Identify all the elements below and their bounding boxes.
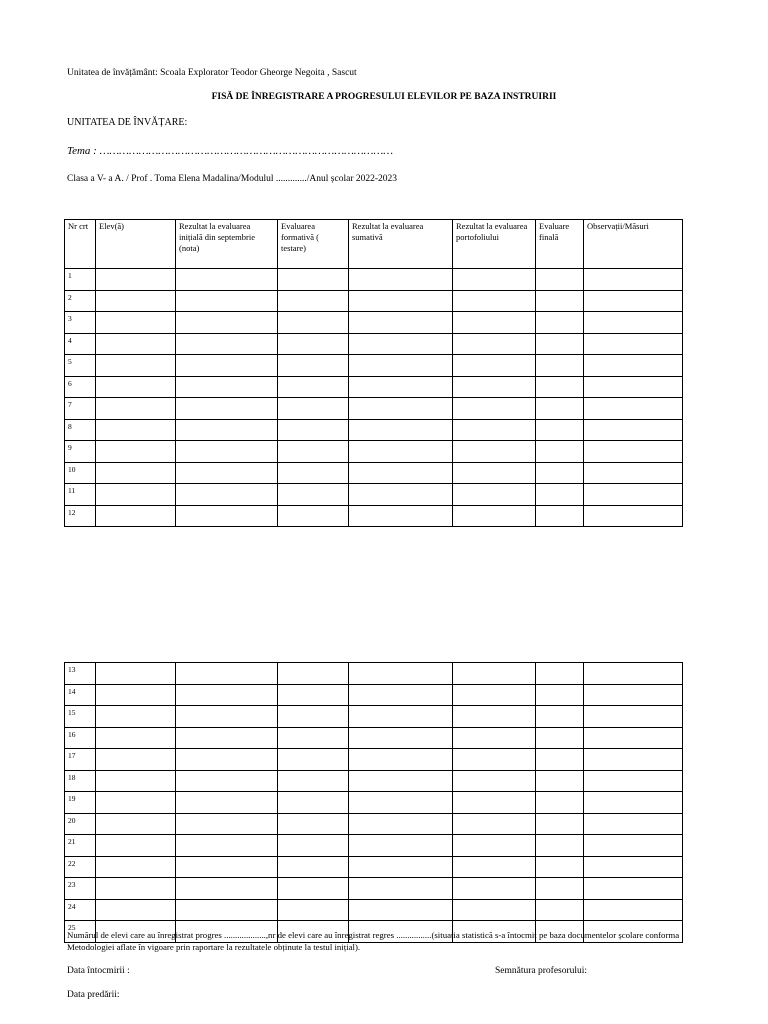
row-number: 9 — [65, 441, 96, 463]
empty-cell — [584, 749, 683, 771]
empty-cell — [349, 505, 453, 527]
table-header-row — [65, 220, 683, 269]
empty-cell — [584, 398, 683, 420]
empty-cell — [584, 505, 683, 527]
empty-cell — [96, 376, 176, 398]
empty-cell — [176, 333, 278, 355]
empty-cell — [176, 419, 278, 441]
empty-cell — [584, 419, 683, 441]
empty-cell — [584, 355, 683, 377]
row-number: 12 — [65, 505, 96, 527]
empty-cell — [453, 290, 536, 312]
empty-cell — [349, 484, 453, 506]
empty-cell — [349, 749, 453, 771]
table-row — [65, 749, 683, 771]
row-number: 16 — [65, 727, 96, 749]
empty-cell — [176, 749, 278, 771]
empty-cell — [176, 792, 278, 814]
empty-cell — [278, 441, 349, 463]
table-row — [65, 792, 683, 814]
empty-cell — [536, 290, 584, 312]
progress-table-part1 — [64, 219, 683, 527]
empty-cell — [176, 835, 278, 857]
empty-cell — [349, 727, 453, 749]
empty-cell — [453, 441, 536, 463]
empty-cell — [536, 813, 584, 835]
theme-line: Tema : ……………………………………………………………………………… — [67, 145, 394, 157]
empty-cell — [96, 684, 176, 706]
empty-cell — [176, 376, 278, 398]
empty-cell — [453, 376, 536, 398]
table-row — [65, 290, 683, 312]
table-row — [65, 312, 683, 334]
header-formative-eval: Evaluarea formativă ( testare) — [278, 220, 349, 269]
empty-cell — [278, 312, 349, 334]
row-number: 5 — [65, 355, 96, 377]
empty-cell — [96, 792, 176, 814]
empty-cell — [453, 663, 536, 685]
empty-cell — [278, 813, 349, 835]
empty-cell — [176, 770, 278, 792]
empty-cell — [453, 749, 536, 771]
empty-cell — [584, 441, 683, 463]
empty-cell — [584, 376, 683, 398]
empty-cell — [349, 312, 453, 334]
empty-cell — [96, 663, 176, 685]
row-number: 23 — [65, 878, 96, 900]
table-row — [65, 269, 683, 291]
header-nr-crt: Nr crt — [65, 220, 96, 269]
empty-cell — [176, 398, 278, 420]
empty-cell — [278, 269, 349, 291]
empty-cell — [536, 878, 584, 900]
empty-cell — [453, 770, 536, 792]
row-number: 24 — [65, 899, 96, 921]
empty-cell — [584, 269, 683, 291]
table-row — [65, 663, 683, 685]
header-initial-eval: Rezultat la evaluarea inițială din septembrie (nota) — [176, 220, 278, 269]
empty-cell — [584, 792, 683, 814]
empty-cell — [278, 355, 349, 377]
empty-cell — [536, 419, 584, 441]
empty-cell — [453, 706, 536, 728]
table-row — [65, 462, 683, 484]
empty-cell — [536, 727, 584, 749]
empty-cell — [176, 813, 278, 835]
empty-cell — [96, 878, 176, 900]
table-row — [65, 398, 683, 420]
table-row — [65, 856, 683, 878]
empty-cell — [349, 663, 453, 685]
empty-cell — [349, 269, 453, 291]
empty-cell — [278, 484, 349, 506]
empty-cell — [453, 878, 536, 900]
empty-cell — [536, 663, 584, 685]
table-row — [65, 505, 683, 527]
empty-cell — [536, 462, 584, 484]
empty-cell — [349, 792, 453, 814]
empty-cell — [536, 899, 584, 921]
table-row — [65, 441, 683, 463]
empty-cell — [453, 813, 536, 835]
empty-cell — [453, 484, 536, 506]
empty-cell — [453, 269, 536, 291]
empty-cell — [536, 398, 584, 420]
empty-cell — [453, 462, 536, 484]
empty-cell — [536, 312, 584, 334]
empty-cell — [278, 706, 349, 728]
empty-cell — [584, 835, 683, 857]
empty-cell — [536, 269, 584, 291]
class-info-line: Clasa a V- a A. / Prof . Toma Elena Madalina/Modulul ............./Anul școlar 2022-2023 — [67, 174, 398, 184]
row-number: 19 — [65, 792, 96, 814]
table-row — [65, 419, 683, 441]
row-number: 13 — [65, 663, 96, 685]
empty-cell — [453, 398, 536, 420]
empty-cell — [96, 505, 176, 527]
row-number: 3 — [65, 312, 96, 334]
row-number: 22 — [65, 856, 96, 878]
empty-cell — [176, 355, 278, 377]
table-row — [65, 835, 683, 857]
empty-cell — [349, 684, 453, 706]
row-number: 1 — [65, 269, 96, 291]
empty-cell — [584, 727, 683, 749]
row-number: 20 — [65, 813, 96, 835]
empty-cell — [349, 835, 453, 857]
empty-cell — [278, 792, 349, 814]
table-row — [65, 484, 683, 506]
empty-cell — [453, 684, 536, 706]
empty-cell — [584, 706, 683, 728]
document-title: FISĂ DE ÎNREGISTRARE A PROGRESULUI ELEVILOR PE BAZA INSTRUIRII — [211, 92, 557, 102]
progress-table-part2 — [64, 662, 683, 943]
progress-summary-text: Numărul de elevi care au înregistrat progres ...................,nr de elevi care au înregistrat regres ................(situația statistică s-a întocmit pe baza documentelor școlare conforma Metodologiei aflate în vigoare prin raportare la rezultatele obținute la testul inițial). — [67, 930, 680, 952]
empty-cell — [176, 663, 278, 685]
empty-cell — [278, 419, 349, 441]
empty-cell — [453, 727, 536, 749]
empty-cell — [584, 333, 683, 355]
empty-cell — [349, 899, 453, 921]
empty-cell — [96, 899, 176, 921]
empty-cell — [278, 290, 349, 312]
empty-cell — [584, 462, 683, 484]
empty-cell — [96, 706, 176, 728]
empty-cell — [349, 376, 453, 398]
empty-cell — [96, 269, 176, 291]
empty-cell — [453, 792, 536, 814]
header-portfolio-eval: Rezultat la evaluarea portofoliului — [453, 220, 536, 269]
empty-cell — [176, 312, 278, 334]
header-final-eval: Evaluare finală — [536, 220, 584, 269]
empty-cell — [584, 684, 683, 706]
empty-cell — [278, 878, 349, 900]
empty-cell — [584, 484, 683, 506]
empty-cell — [536, 376, 584, 398]
empty-cell — [536, 505, 584, 527]
empty-cell — [96, 398, 176, 420]
empty-cell — [536, 792, 584, 814]
empty-cell — [453, 419, 536, 441]
empty-cell — [278, 663, 349, 685]
empty-cell — [536, 749, 584, 771]
date-prepared-label: Data întocmirii : — [67, 966, 130, 976]
row-number: 11 — [65, 484, 96, 506]
row-number: 17 — [65, 749, 96, 771]
row-number: 14 — [65, 684, 96, 706]
school-unit-line: Unitatea de învățământ: Scoala Explorator Teodor Gheorge Negoita , Sascut — [67, 68, 357, 78]
empty-cell — [176, 290, 278, 312]
empty-cell — [278, 333, 349, 355]
table-row — [65, 899, 683, 921]
empty-cell — [176, 856, 278, 878]
table-row — [65, 813, 683, 835]
empty-cell — [453, 355, 536, 377]
table-row — [65, 878, 683, 900]
table-row — [65, 706, 683, 728]
empty-cell — [96, 856, 176, 878]
empty-cell — [96, 835, 176, 857]
empty-cell — [278, 398, 349, 420]
empty-cell — [176, 462, 278, 484]
empty-cell — [453, 333, 536, 355]
empty-cell — [536, 333, 584, 355]
empty-cell — [536, 484, 584, 506]
empty-cell — [349, 770, 453, 792]
empty-cell — [349, 290, 453, 312]
row-number: 8 — [65, 419, 96, 441]
date-submitted-label: Data predării: — [67, 990, 120, 1000]
table-row — [65, 770, 683, 792]
empty-cell — [96, 813, 176, 835]
empty-cell — [96, 290, 176, 312]
empty-cell — [96, 419, 176, 441]
empty-cell — [349, 462, 453, 484]
table-row — [65, 376, 683, 398]
row-number: 21 — [65, 835, 96, 857]
empty-cell — [584, 663, 683, 685]
empty-cell — [278, 727, 349, 749]
row-number: 10 — [65, 462, 96, 484]
empty-cell — [176, 269, 278, 291]
empty-cell — [536, 355, 584, 377]
empty-cell — [278, 899, 349, 921]
empty-cell — [96, 749, 176, 771]
empty-cell — [584, 899, 683, 921]
empty-cell — [584, 813, 683, 835]
row-number: 25 — [65, 921, 96, 943]
empty-cell — [96, 484, 176, 506]
empty-cell — [349, 878, 453, 900]
empty-cell — [349, 419, 453, 441]
empty-cell — [536, 856, 584, 878]
empty-cell — [96, 462, 176, 484]
row-number: 18 — [65, 770, 96, 792]
empty-cell — [584, 856, 683, 878]
empty-cell — [536, 684, 584, 706]
empty-cell — [96, 355, 176, 377]
table-row — [65, 355, 683, 377]
table-row — [65, 684, 683, 706]
empty-cell — [96, 312, 176, 334]
empty-cell — [453, 312, 536, 334]
header-elev: Elev(ă) — [96, 220, 176, 269]
empty-cell — [278, 856, 349, 878]
empty-cell — [176, 899, 278, 921]
empty-cell — [349, 856, 453, 878]
empty-cell — [453, 899, 536, 921]
empty-cell — [349, 706, 453, 728]
table-row — [65, 333, 683, 355]
empty-cell — [96, 770, 176, 792]
row-number: 4 — [65, 333, 96, 355]
empty-cell — [278, 462, 349, 484]
empty-cell — [96, 333, 176, 355]
empty-cell — [349, 355, 453, 377]
empty-cell — [176, 706, 278, 728]
learning-unit-label: UNITATEA DE ÎNVĂȚARE: — [67, 117, 188, 128]
empty-cell — [349, 441, 453, 463]
empty-cell — [176, 727, 278, 749]
empty-cell — [349, 398, 453, 420]
empty-cell — [278, 770, 349, 792]
empty-cell — [96, 727, 176, 749]
row-number: 7 — [65, 398, 96, 420]
empty-cell — [584, 878, 683, 900]
empty-cell — [536, 770, 584, 792]
empty-cell — [536, 835, 584, 857]
empty-cell — [536, 706, 584, 728]
row-number: 2 — [65, 290, 96, 312]
empty-cell — [584, 290, 683, 312]
empty-cell — [176, 684, 278, 706]
empty-cell — [584, 312, 683, 334]
empty-cell — [278, 505, 349, 527]
teacher-signature-label: Semnătura profesorului: — [495, 966, 588, 976]
empty-cell — [278, 835, 349, 857]
empty-cell — [278, 749, 349, 771]
empty-cell — [453, 835, 536, 857]
empty-cell — [349, 333, 453, 355]
header-summative-eval: Rezultat la evaluarea sumativă — [349, 220, 453, 269]
empty-cell — [176, 505, 278, 527]
empty-cell — [453, 505, 536, 527]
row-number: 6 — [65, 376, 96, 398]
empty-cell — [176, 441, 278, 463]
empty-cell — [176, 878, 278, 900]
empty-cell — [176, 484, 278, 506]
empty-cell — [278, 684, 349, 706]
table-row — [65, 727, 683, 749]
empty-cell — [453, 856, 536, 878]
empty-cell — [349, 813, 453, 835]
empty-cell — [278, 376, 349, 398]
empty-cell — [536, 441, 584, 463]
row-number: 15 — [65, 706, 96, 728]
empty-cell — [96, 441, 176, 463]
empty-cell — [584, 770, 683, 792]
header-observations: Observații/Măsuri — [584, 220, 683, 269]
